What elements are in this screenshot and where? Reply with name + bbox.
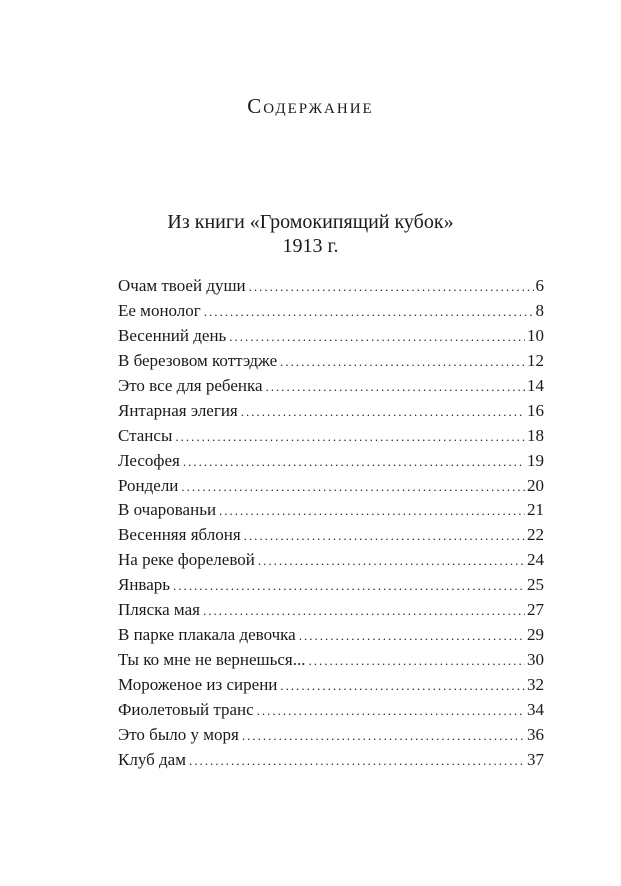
- toc-entry: [118, 598, 544, 623]
- page-title: Содержание: [247, 94, 374, 118]
- toc-entry: [118, 523, 544, 548]
- dot-leader: [249, 275, 534, 300]
- dot-leader: [241, 400, 525, 425]
- dot-leader: [280, 674, 525, 699]
- toc-entry-page: 27: [527, 600, 544, 620]
- toc-entry-page: 8: [535, 300, 544, 320]
- toc-entry: [118, 274, 544, 299]
- toc-entry: [118, 748, 544, 773]
- toc-entry-title: Янтарная элегия: [118, 400, 238, 420]
- toc-entry-title: Весенний день: [118, 325, 227, 345]
- toc-entry-title: Январь: [118, 575, 171, 595]
- toc-entry-title: Очам твоей души: [118, 276, 246, 295]
- dot-leader: [258, 549, 525, 574]
- toc-entry: [118, 474, 544, 499]
- toc-entry-title: Весенняя яблоня: [118, 525, 241, 545]
- dot-leader: [266, 375, 525, 400]
- toc-entry-page: 32: [527, 675, 544, 694]
- toc-entry-title: В березовом коттэдже: [118, 350, 278, 370]
- toc-entry-page: 34: [527, 699, 544, 719]
- dot-leader: [183, 450, 525, 475]
- section-heading: [0, 210, 621, 258]
- toc-entry: [118, 299, 544, 324]
- toc-entry-page: 25: [527, 575, 544, 595]
- toc-entry-title: Фиолетовый транс: [118, 699, 254, 719]
- dot-leader: [204, 300, 534, 325]
- dot-leader: [257, 699, 525, 724]
- toc-entry-page: 24: [527, 550, 544, 570]
- toc-entry: [118, 399, 544, 424]
- toc-entry-title: Клуб дам: [118, 749, 186, 769]
- dot-leader: [244, 524, 525, 549]
- dot-leader: [203, 599, 525, 624]
- dot-leader: [173, 574, 525, 599]
- toc-entry: [118, 374, 544, 399]
- toc-entry-title: На реке форелевой: [118, 550, 255, 570]
- toc-entry: [118, 349, 544, 374]
- toc-entry: [118, 548, 544, 573]
- toc-entry-title: Это все для ребенка: [118, 375, 263, 395]
- dot-leader: [299, 624, 525, 649]
- toc-entry-page: 29: [527, 625, 544, 645]
- toc-entry-page: 10: [527, 325, 544, 345]
- toc-entry-title: Мороженое из сирени: [118, 675, 278, 694]
- dot-leader: [189, 749, 525, 774]
- toc-entry-page: 16: [527, 400, 544, 420]
- toc-entry-title: Рондели: [118, 475, 179, 495]
- toc-entry-page: 14: [527, 375, 544, 395]
- toc-entry: [118, 498, 544, 523]
- toc-entry-page: 12: [527, 350, 544, 370]
- toc-entry: [118, 648, 544, 673]
- table-of-contents: [118, 274, 544, 773]
- toc-entry-title: Пляска мая: [118, 600, 200, 620]
- toc-entry: [118, 324, 544, 349]
- section-year: 1913 г.: [282, 235, 339, 257]
- toc-entry: [118, 673, 544, 698]
- toc-entry: [118, 723, 544, 748]
- toc-entry-page: 19: [527, 450, 544, 470]
- dot-leader: [219, 499, 525, 524]
- toc-entry-title: В парке плакала девочка: [118, 625, 296, 645]
- dot-leader: [229, 325, 525, 350]
- toc-entry-page: 22: [527, 525, 544, 545]
- toc-entry-title: Ты ко мне не вернешься...: [118, 650, 306, 670]
- toc-entry-title: Это было у моря: [118, 724, 239, 744]
- dot-leader: [280, 350, 525, 375]
- toc-entry-page: 36: [527, 724, 544, 744]
- section-heading-text: Из книги «Громокипящий кубок»: [167, 211, 454, 233]
- dot-leader: [242, 724, 525, 749]
- toc-entry-title: Стансы: [118, 425, 173, 445]
- toc-entry: [118, 573, 544, 598]
- toc-entry-page: 20: [527, 475, 544, 495]
- toc-entry: [118, 698, 544, 723]
- toc-entry-page: 21: [527, 500, 544, 520]
- toc-entry-page: 30: [527, 650, 544, 670]
- toc-entry-page: 37: [527, 749, 544, 769]
- toc-entry-title: Лесофея: [118, 450, 180, 470]
- toc-entry-title: Ее монолог: [118, 300, 201, 320]
- toc-entry: [118, 449, 544, 474]
- toc-entry: [118, 623, 544, 648]
- dot-leader: [175, 425, 525, 450]
- toc-entry-title: В очарованьи: [118, 500, 217, 520]
- toc-entry-page: 6: [535, 276, 544, 295]
- toc-entry-page: 18: [527, 425, 544, 445]
- dot-leader: [181, 475, 525, 500]
- toc-entry: [118, 424, 544, 449]
- dot-leader: [308, 649, 525, 674]
